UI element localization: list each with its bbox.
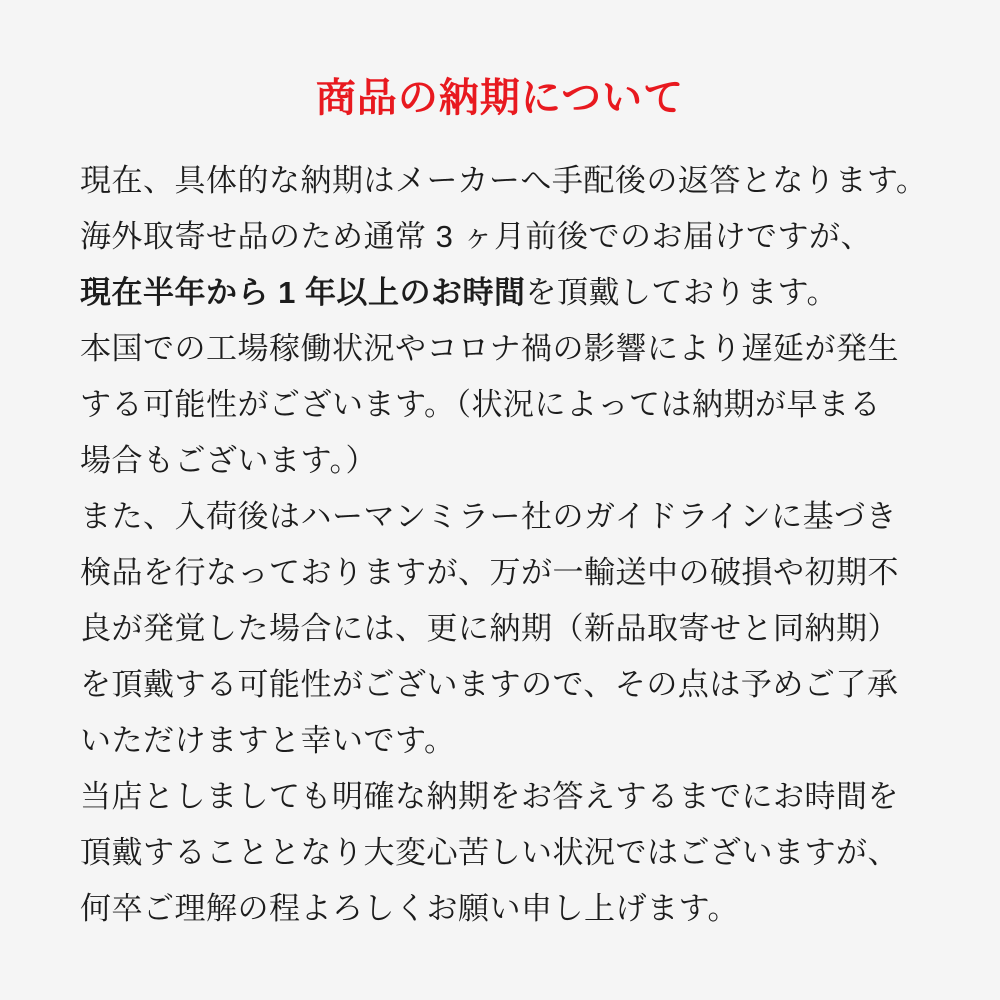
text-line: 海外取寄せ品のため通常 3 ヶ月前後でのお届けですが、	[80, 219, 872, 254]
emphasized-text: 現在半年から 1 年以上のお時間	[80, 275, 526, 310]
text-line: する可能性がございます。（状況によっては納期が早まる	[80, 387, 882, 422]
text-segment: を頂戴しております。	[525, 275, 838, 310]
text-line: 場合もございます。）	[80, 443, 378, 478]
text-line: いただけますと幸いです。	[80, 723, 456, 758]
text-line: 当店としましても明確な納期をお答えするまでにお時間を	[80, 779, 899, 814]
text-line: 現在、具体的な納期はメーカーへ手配後の返答となります。	[80, 163, 928, 198]
text-line: を頂戴する可能性がございますので、その点は予めご了承	[80, 667, 899, 702]
text-line: 本国での工場稼働状況やコロナ禍の影響により遅延が発生	[80, 331, 899, 366]
text-line: 良が発覚した場合には、更に納期（新品取寄せと同納期）	[80, 611, 899, 646]
page-title: 商品の納期について	[315, 76, 685, 120]
text-line: 何卒ご理解の程よろしくお願い申し上げます。	[80, 891, 740, 926]
notice-body	[80, 153, 940, 937]
text-line: 検品を行なっておりますが、万が一輸送中の破損や初期不	[80, 555, 899, 590]
text-line: 頂戴することとなり大変心苦しい状況ではございますが、	[80, 835, 899, 870]
text-line	[80, 265, 940, 321]
text-line: また、入荷後はハーマンミラー社のガイドラインに基づき	[80, 499, 898, 534]
